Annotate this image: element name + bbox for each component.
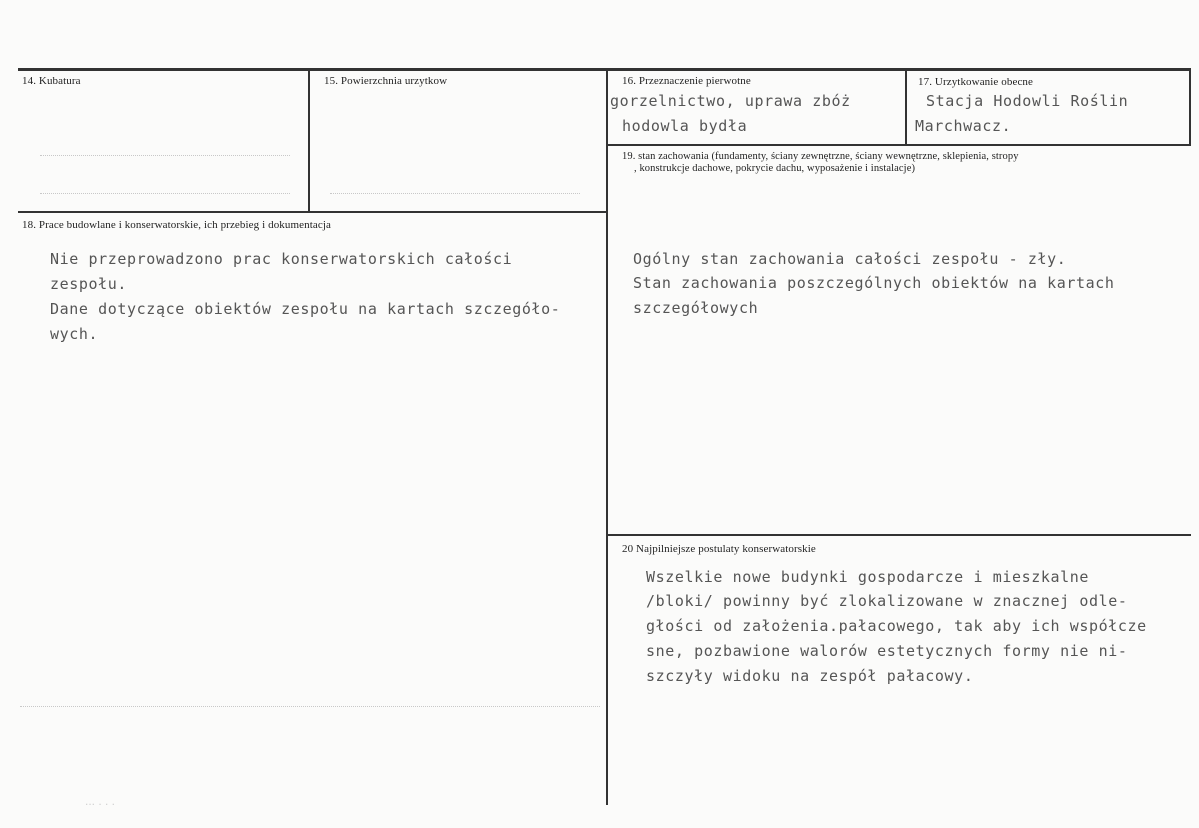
dotted-artefact [40, 193, 290, 194]
field-19-line: Ogólny stan zachowania całości zespołu - zły. [633, 250, 1067, 268]
field-18-line: Nie przeprowadzono prac konserwatorskich całości [50, 250, 513, 268]
vertical-rule-right [905, 71, 907, 145]
rule-above-20 [608, 534, 1191, 536]
field-20-line: /bloki/ powinny być zlokalizowane w znacznej odle- [646, 592, 1128, 610]
field-17-label: 17. Urzytkowanie obecne [918, 76, 1034, 88]
rule-below-16-17 [608, 144, 1191, 146]
field-15-label: 15. Powierzchnia urzytkow [324, 75, 448, 87]
field-17-line: Stacja Hodowli Roślin [926, 92, 1129, 110]
field-17-line: Marchwacz. [915, 117, 1012, 135]
field-18-line: Dane dotyczące obiektów zespołu na kartach szczegóło- [50, 300, 561, 318]
vertical-rule-left [308, 71, 310, 212]
vertical-rule-center [606, 71, 608, 805]
top-rule [18, 68, 1191, 71]
field-20-line: sne, pozbawione walorów estetycznych formy nie ni- [646, 642, 1128, 660]
field-18-label: 18. Prace budowlane i konserwatorskie, ich przebieg i dokumentacja [22, 219, 331, 231]
field-20-line: głości od założenia.pałacowego, tak aby ich współcze [646, 617, 1147, 635]
field-19-label: 19. stan zachowania (fundamenty, ściany zewnętrzne, ściany wewnętrzne, sklepienia, stropy [622, 151, 1019, 162]
field-20-label: 20 Najpilniejsze postulaty konserwatorskie [622, 543, 816, 555]
field-19-label-continued: , konstrukcje dachowe, pokrycie dachu, wyposażenie i instalacje) [634, 163, 916, 174]
field-20-line: szczyły widoku na zespół pałacowy. [646, 667, 974, 685]
field-16-line: gorzelnictwo, uprawa zbóż [610, 92, 851, 110]
right-edge-rule [1189, 71, 1191, 145]
field-18-line: zespołu. [50, 275, 128, 293]
faint-stamp: ... . . . [85, 794, 116, 808]
field-16-line: hodowla bydła [622, 117, 748, 135]
field-18-line: wych. [50, 325, 99, 343]
rule-below-14-15 [18, 211, 608, 213]
field-19-line: szczegółowych [633, 299, 759, 317]
dotted-artefact [330, 193, 580, 194]
field-14-label: 14. Kubatura [22, 75, 81, 87]
dotted-artefact [20, 706, 600, 707]
field-19-line: Stan zachowania poszczególnych obiektów na kartach [633, 274, 1115, 292]
dotted-artefact [40, 155, 290, 156]
field-16-label: 16. Przeznaczenie pierwotne [622, 75, 751, 87]
field-20-line: Wszelkie nowe budynki gospodarcze i mieszkalne [646, 568, 1090, 586]
